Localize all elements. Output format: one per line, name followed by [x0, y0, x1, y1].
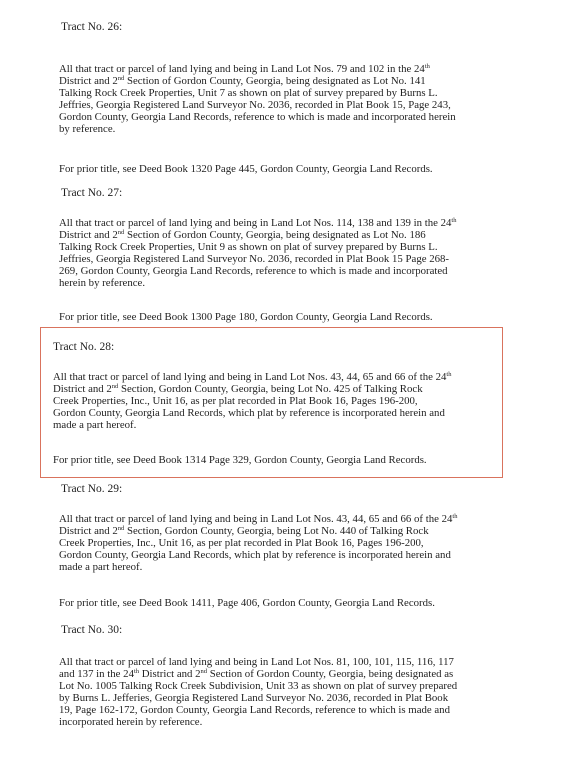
line-text: District and 2	[59, 229, 118, 242]
line-text: Jeffries, Georgia Registered Land Surveyor No. 2036, recorded in Plat Book 15 Page 268-	[59, 253, 450, 266]
paragraph-line	[59, 63, 499, 75]
line-text: All that tract or parcel of land lying and being in Land Lot Nos. 43, 44, 65 and 66 of the 24	[53, 371, 447, 383]
paragraph-line	[59, 277, 499, 289]
paragraph-line	[53, 407, 493, 419]
paragraph-line	[59, 253, 499, 265]
line-text: herein by reference.	[59, 277, 146, 290]
paragraph-line	[59, 668, 499, 680]
tract-28-description	[53, 371, 493, 431]
line-text: Gordon County, Georgia Land Records, which plat by reference is incorporated herein and	[59, 549, 451, 562]
line-text: All that tract or parcel of land lying and being in Land Lot Nos. 79 and 102 in the 24	[59, 63, 425, 75]
paragraph-line	[59, 513, 499, 525]
paragraph-line	[59, 217, 499, 229]
line-text: All that tract or parcel of land lying and being in Land Lot Nos. 81, 100, 101, 115, 116, 117	[59, 656, 454, 668]
tract-26-description	[59, 63, 499, 136]
line-text: by Burns L. Jefferies, Georgia Registered Land Surveyor No. 2036, recorded in Plat Book	[59, 692, 449, 705]
tract-26-prior-title: For prior title, see Deed Book 1320 Page 445, Gordon County, Georgia Land Records.	[59, 163, 433, 175]
line-text: All that tract or parcel of land lying and being in Land Lot Nos. 114, 138 and 139 in the 24	[59, 217, 452, 229]
paragraph-line	[59, 229, 499, 241]
paragraph-line	[59, 692, 499, 704]
line-text: incorporated herein by reference.	[59, 716, 203, 729]
ordinal-suffix: th	[446, 371, 452, 378]
line-text: Gordon County, Georgia Land Records, which plat by reference is incorporated herein and	[53, 407, 445, 420]
line-text: All that tract or parcel of land lying and being in Land Lot Nos. 43, 44, 65 and 66 of the 24	[59, 513, 453, 525]
line-text: Creek Properties, Inc., Unit 16, as per plat recorded in Plat Book 16, Pages 196-200,	[59, 537, 424, 550]
paragraph-line	[59, 87, 499, 99]
ordinal-suffix: nd	[117, 229, 125, 237]
line-text: District and 2	[59, 525, 118, 538]
paragraph-line	[59, 525, 499, 537]
paragraph-line	[59, 680, 499, 692]
line-text: Gordon County, Georgia Land Records, reference to which is made and incorporated herein	[59, 111, 456, 124]
tract-27-title: Tract No. 27:	[61, 187, 123, 199]
tract-29-title: Tract No. 29:	[61, 483, 123, 495]
line-text: 269, Gordon County, Georgia Land Records, reference to which is made and incorporated	[59, 265, 448, 278]
line-text: Section of Gordon County, Georgia, being designated as Lot No. 186	[124, 229, 426, 242]
ordinal-suffix: th	[424, 63, 430, 70]
line-text: by reference.	[59, 123, 116, 136]
paragraph-line	[59, 549, 499, 561]
ordinal-suffix: nd	[117, 75, 125, 83]
line-text: Section, Gordon County, Georgia, being Lot No. 425 of Talking Rock	[118, 383, 423, 396]
paragraph-line	[59, 656, 499, 668]
line-text: made a part hereof.	[53, 419, 137, 432]
tract-30-title: Tract No. 30:	[61, 624, 123, 636]
line-text: District and 2	[139, 668, 201, 681]
paragraph-line	[59, 111, 499, 123]
paragraph-line	[59, 265, 499, 277]
paragraph-line	[59, 716, 499, 728]
line-text: Section, Gordon County, Georgia, being Lot No. 440 of Talking Rock	[124, 525, 429, 538]
paragraph-line	[59, 123, 499, 135]
tract-29-prior-title: For prior title, see Deed Book 1411, Page 406, Gordon County, Georgia Land Records.	[59, 597, 435, 609]
ordinal-suffix: th	[451, 217, 457, 224]
line-text: District and 2	[53, 383, 112, 396]
paragraph-line	[53, 371, 493, 383]
paragraph-line	[53, 383, 493, 395]
ordinal-suffix: nd	[111, 383, 119, 391]
paragraph-line	[53, 395, 493, 407]
ordinal-suffix: nd	[117, 525, 125, 533]
line-text: Talking Rock Creek Properties, Unit 7 as shown on plat of survey prepared by Burns L.	[59, 87, 438, 100]
paragraph-line	[59, 75, 499, 87]
line-text: made a part hereof.	[59, 561, 143, 574]
tract-27-description	[59, 217, 499, 290]
tract-26-title: Tract No. 26:	[61, 21, 123, 33]
tract-29-description	[59, 513, 499, 573]
line-text: Talking Rock Creek Properties, Unit 9 as shown on plat of survey prepared by Burns L.	[59, 241, 438, 254]
tract-28-title: Tract No. 28:	[53, 341, 115, 353]
line-text: District and 2	[59, 75, 118, 88]
line-text: Section of Gordon County, Georgia, being designated as Lot No. 141	[124, 75, 426, 88]
paragraph-line	[59, 241, 499, 253]
paragraph-line	[59, 704, 499, 716]
line-text: Creek Properties, Inc., Unit 16, as per plat recorded in Plat Book 16, Pages 196-200,	[53, 395, 418, 408]
line-text: and 137 in the 24	[59, 668, 134, 681]
paragraph-line	[59, 561, 499, 573]
paragraph-line	[53, 419, 493, 431]
tract-28-prior-title: For prior title, see Deed Book 1314 Page 329, Gordon County, Georgia Land Records.	[53, 454, 427, 466]
ordinal-suffix: nd	[200, 668, 208, 676]
paragraph-line	[59, 99, 499, 111]
tract-27-prior-title: For prior title, see Deed Book 1300 Page 180, Gordon County, Georgia Land Records.	[59, 311, 433, 323]
ordinal-suffix: th	[133, 668, 140, 676]
tract-30-description	[59, 656, 499, 729]
line-text: 19, Page 162-172, Gordon County, Georgia Land Records, reference to which is made and	[59, 704, 450, 717]
line-text: Section of Gordon County, Georgia, being designated as	[207, 668, 454, 681]
paragraph-line	[59, 537, 499, 549]
line-text: Jeffries, Georgia Registered Land Surveyor No. 2036, recorded in Plat Book 15, Page 243,	[59, 99, 451, 112]
line-text: Lot No. 1005 Talking Rock Creek Subdivision, Unit 33 as shown on plat of survey prepared	[59, 680, 458, 693]
ordinal-suffix: th	[452, 513, 458, 520]
